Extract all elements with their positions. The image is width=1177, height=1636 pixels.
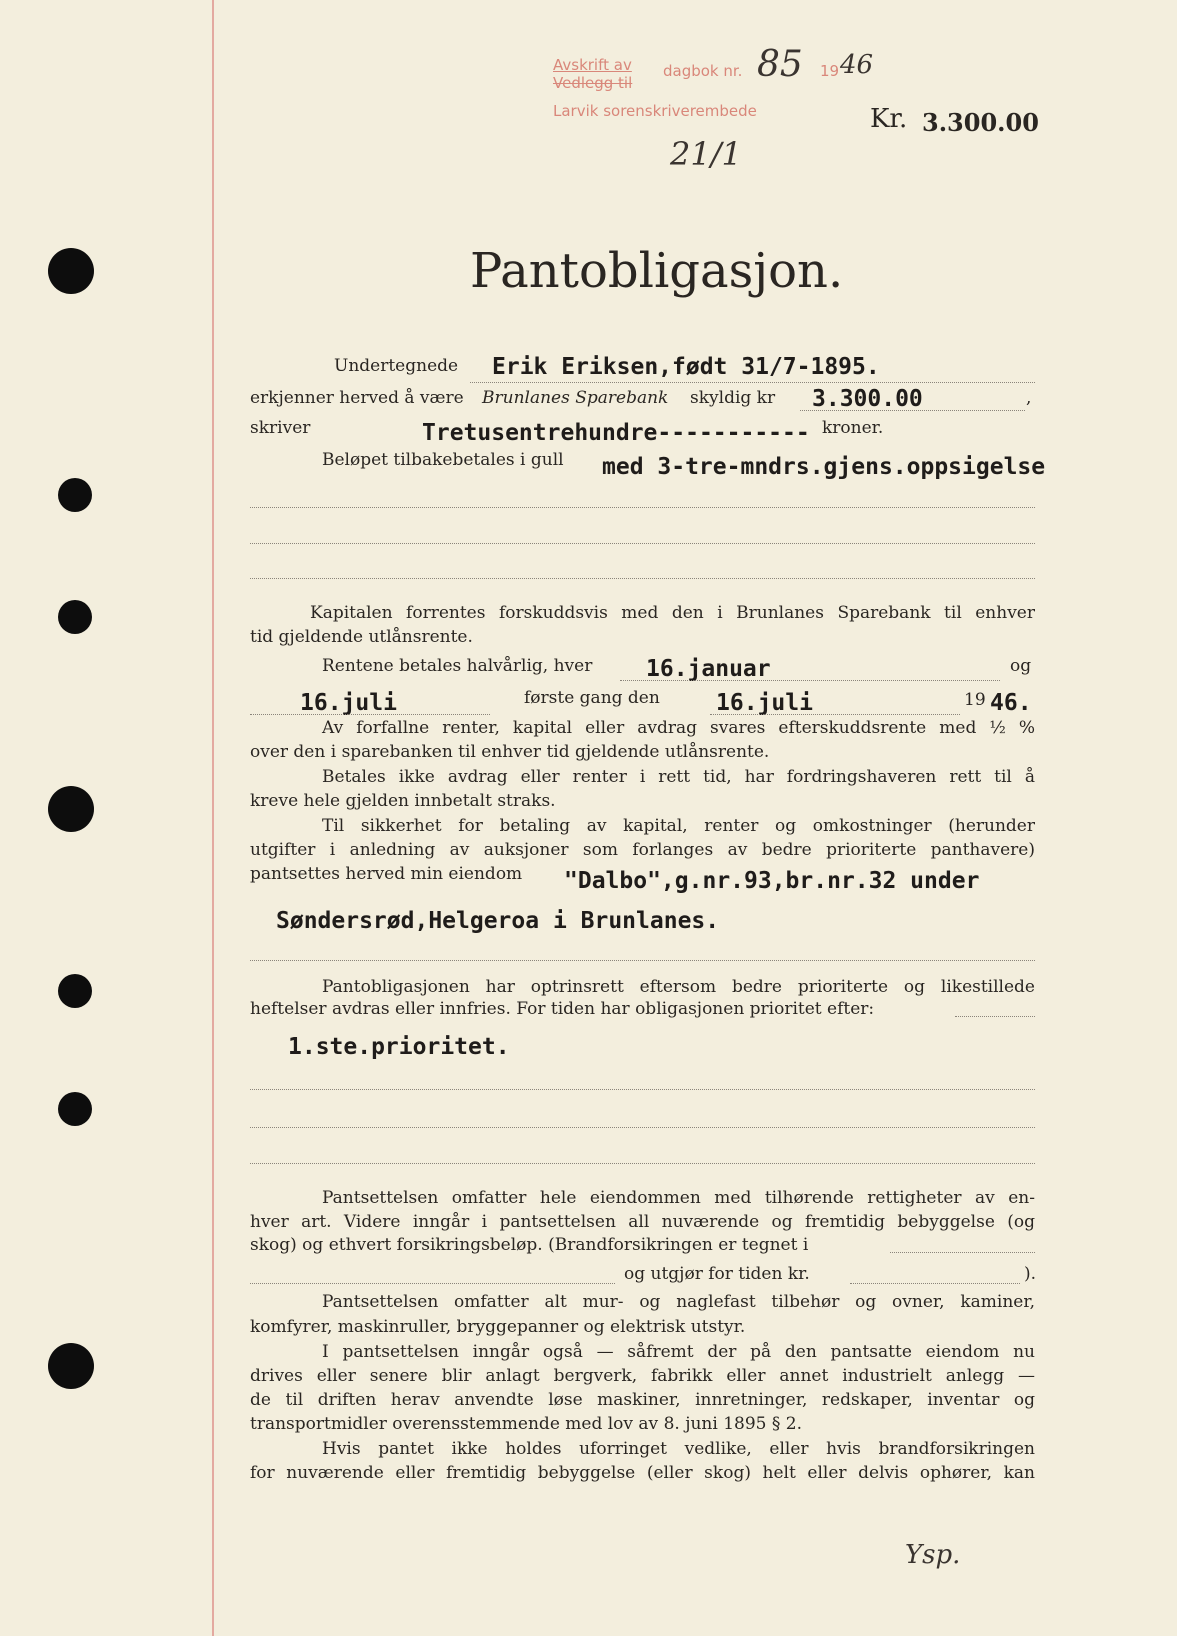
forfall-line1: Av forfallne renter, kapital eller avdrag svares efterskuddsrente med ½ %	[322, 718, 1035, 738]
mur-line2: komfyrer, maskinruller, bryggepanner og elektrisk utstyr.	[250, 1317, 746, 1337]
fill-line	[250, 714, 490, 715]
year-handwritten: 46	[840, 50, 874, 80]
bergverk-line2: drives eller senere blir anlagt bergverk, fabrikk eller annet industrielt anlegg —	[250, 1366, 1035, 1386]
interest-date2: 16.juli	[300, 690, 397, 716]
mur-line1: Pantsettelsen omfatter alt mur- og naglefast tilbehør og ovner, kaminer,	[322, 1292, 1035, 1312]
bergverk-line4: transportmidler overensstemmende med lov av 8. juni 1895 § 2.	[250, 1414, 802, 1434]
omfatter-line2: hver art. Videre inngår i pantsettelsen all nuværende og fremtidig bebyggelse (og	[250, 1212, 1035, 1232]
forste-label: første gang den	[524, 688, 660, 708]
kroner-label: kroner.	[822, 418, 884, 438]
punch-hole	[48, 248, 94, 294]
punch-hole	[48, 1343, 94, 1389]
year-prefix-2: 19	[964, 690, 986, 710]
comma: ,	[1026, 388, 1032, 408]
renter-label: Rentene betales halvårlig, hver	[322, 656, 593, 676]
optrins-line2: heftelser avdras eller innfries. For tiden har obligasjonen prioritet efter:	[250, 999, 875, 1019]
close-paren: ).	[1024, 1264, 1037, 1284]
fill-line	[250, 507, 1035, 508]
forfall-line2: over den i sparebanken til enhver tid gjeldende utlånsrente.	[250, 742, 770, 762]
utgjor-label: og utgjør for tiden kr.	[624, 1264, 810, 1284]
stamp-court: Larvik sorenskriverembede	[553, 102, 757, 120]
og-label: og	[1010, 656, 1032, 676]
margin-line	[212, 0, 214, 1636]
punch-hole	[48, 786, 94, 832]
sum-in-words: Tretusentrehundre-----------	[422, 420, 810, 446]
dagbok-number: 85	[757, 44, 803, 85]
stamp-avskrift: Avskrift av	[553, 56, 632, 74]
fill-line	[250, 1163, 1035, 1164]
fill-line	[620, 680, 1000, 681]
debt-sum: 3.300.00	[812, 386, 923, 412]
handwritten-date: 21/1	[670, 135, 742, 173]
kapital-line1: Kapitalen forrentes forskuddsvis med den i Brunlanes Sparebank til enhver	[310, 603, 1035, 623]
undertegnede-label: Undertegnede	[334, 356, 459, 376]
bergverk-line1: I pantsettelsen inngår også — såfremt der på den pantsatte eiendom nu	[322, 1342, 1035, 1362]
amount-value: 3.300.00	[922, 108, 1039, 137]
punch-hole	[58, 974, 92, 1008]
fill-line	[250, 1089, 1035, 1090]
property-desc: "Dalbo",g.nr.93,br.nr.32 under	[564, 868, 980, 894]
fill-line	[250, 543, 1035, 544]
fill-line	[250, 1127, 1035, 1128]
punch-hole	[58, 478, 92, 512]
optrins-line1: Pantobligasjonen har optrinsrett eftersom bedre prioriterte og likestillede	[322, 977, 1035, 997]
sikkerhet-line1: Til sikkerhet for betaling av kapital, renter og omkostninger (herunder	[322, 816, 1035, 836]
fill-line	[250, 1283, 615, 1284]
priority: 1.ste.prioritet.	[288, 1034, 510, 1060]
first-payment-date: 16.juli	[716, 690, 813, 716]
fill-line	[250, 578, 1035, 579]
amount-label: Kr.	[870, 104, 908, 134]
footer-initials: Ysp.	[905, 1540, 961, 1570]
bank-name: Brunlanes Sparebank	[482, 388, 669, 408]
stamp-dagbok: dagbok nr.	[663, 62, 743, 80]
first-payment-year: 46.	[990, 690, 1032, 716]
repayment-terms: med 3-tre-mndrs.gjens.oppsigelse	[602, 454, 1046, 480]
skyldig-label: skyldig kr	[690, 388, 776, 408]
hvis-line2: for nuværende eller fremtidig bebyggelse (eller skog) helt eller delvis ophører, kan	[250, 1463, 1035, 1483]
fill-line	[710, 714, 960, 715]
document-title: Pantobligasjon.	[470, 243, 844, 299]
omfatter-line1: Pantsettelsen omfatter hele eiendommen med tilhørende rettigheter av en-	[322, 1188, 1035, 1208]
hvis-line1: Hvis pantet ikke holdes uforringet vedlike, eller hvis brandforsikringen	[322, 1439, 1035, 1459]
fill-line	[850, 1283, 1020, 1284]
fill-line	[470, 382, 1035, 383]
betales-line1: Betales ikke avdrag eller renter i rett tid, har fordringshaveren rett til å	[322, 767, 1035, 787]
punch-hole	[58, 600, 92, 634]
interest-date1: 16.januar	[646, 656, 771, 682]
betales-line2: kreve hele gjelden innbetalt straks.	[250, 791, 556, 811]
skriver-label: skriver	[250, 418, 311, 438]
year-prefix: 19	[820, 62, 840, 80]
kapital-line2: tid gjeldende utlånsrente.	[250, 627, 473, 647]
fill-line	[890, 1252, 1035, 1253]
sikkerhet-line2: utgifter i anledning av auksjoner som forlanges av bedre prioriterte panthavere)	[250, 840, 1035, 860]
bergverk-line3: de til driften herav anvendte løse maskiner, innretninger, redskaper, inventar og	[250, 1390, 1035, 1410]
debtor-name: Erik Eriksen,født 31/7-1895.	[492, 354, 880, 380]
erkjenner-label: erkjenner herved å være	[250, 388, 464, 408]
fill-line	[250, 960, 1035, 961]
omfatter-line3: skog) og ethvert forsikringsbeløp. (Brandforsikringen er tegnet i	[250, 1235, 809, 1255]
property-location: Søndersrød,Helgeroa i Brunlanes.	[276, 908, 720, 934]
fill-line	[800, 410, 1025, 411]
tilbake-label: Beløpet tilbakebetales i gull	[322, 450, 564, 470]
pant-label: pantsettes herved min eiendom	[250, 864, 523, 884]
punch-hole	[58, 1092, 92, 1126]
stamp-vedlegg: Vedlegg til	[553, 74, 633, 92]
fill-line	[955, 1016, 1035, 1017]
